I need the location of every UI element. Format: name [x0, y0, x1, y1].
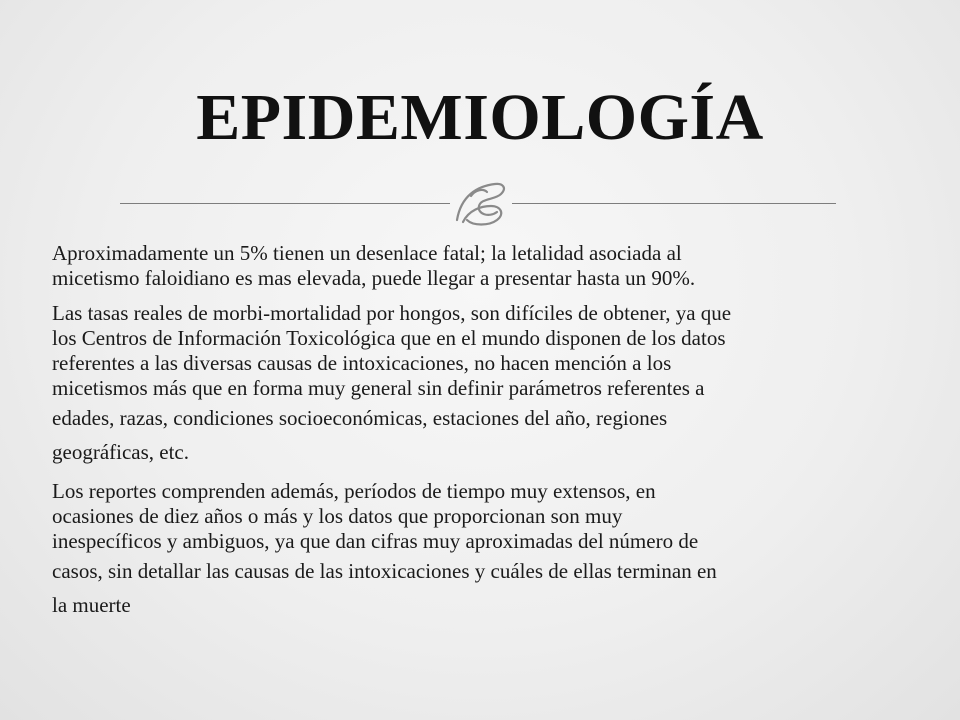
paragraph-line: Las tasas reales de morbi-mortalidad por hongos, son difíciles de obtener, ya que: [52, 301, 732, 325]
paragraph-line: inespecíficos y ambiguos, ya que dan cifras muy aproximadas del número de: [52, 529, 699, 553]
paragraph-line: ocasiones de diez años o más y los datos que proporcionan son muy: [52, 504, 623, 528]
paragraph-line: Los reportes comprenden además, períodos de tiempo muy extensos, en: [52, 479, 656, 503]
paragraph-line: referentes a las diversas causas de intoxicaciones, no hacen mención a los: [52, 351, 672, 375]
paragraph: [52, 241, 912, 291]
divider-line-left: [120, 203, 450, 204]
paragraph-line: edades, razas, condiciones socioeconómicas, estaciones del año, regiones: [52, 406, 668, 430]
paragraph: [52, 301, 912, 469]
title-divider: [120, 176, 836, 232]
paragraph-line: la muerte: [52, 593, 131, 617]
paragraph: [52, 479, 912, 622]
slide-body: [52, 241, 912, 632]
slide-title: EPIDEMIOLOGÍA: [196, 81, 764, 154]
divider-line-right: [512, 203, 836, 204]
paragraph-line: los Centros de Información Toxicológica que en el mundo disponen de los datos: [52, 326, 726, 350]
paragraph-line: micetismo faloidiano es mas elevada, puede llegar a presentar hasta un 90%.: [52, 266, 696, 290]
paragraph-line: micetismos más que en forma muy general sin definir parámetros referentes a: [52, 376, 705, 400]
paragraph-line: casos, sin detallar las causas de las intoxicaciones y cuáles de ellas terminan en: [52, 559, 717, 583]
decorative-swash-icon: [451, 176, 511, 232]
paragraph-line: Aproximadamente un 5% tienen un desenlace fatal; la letalidad asociada al: [52, 241, 682, 265]
paragraph-line: geográficas, etc.: [52, 440, 190, 464]
